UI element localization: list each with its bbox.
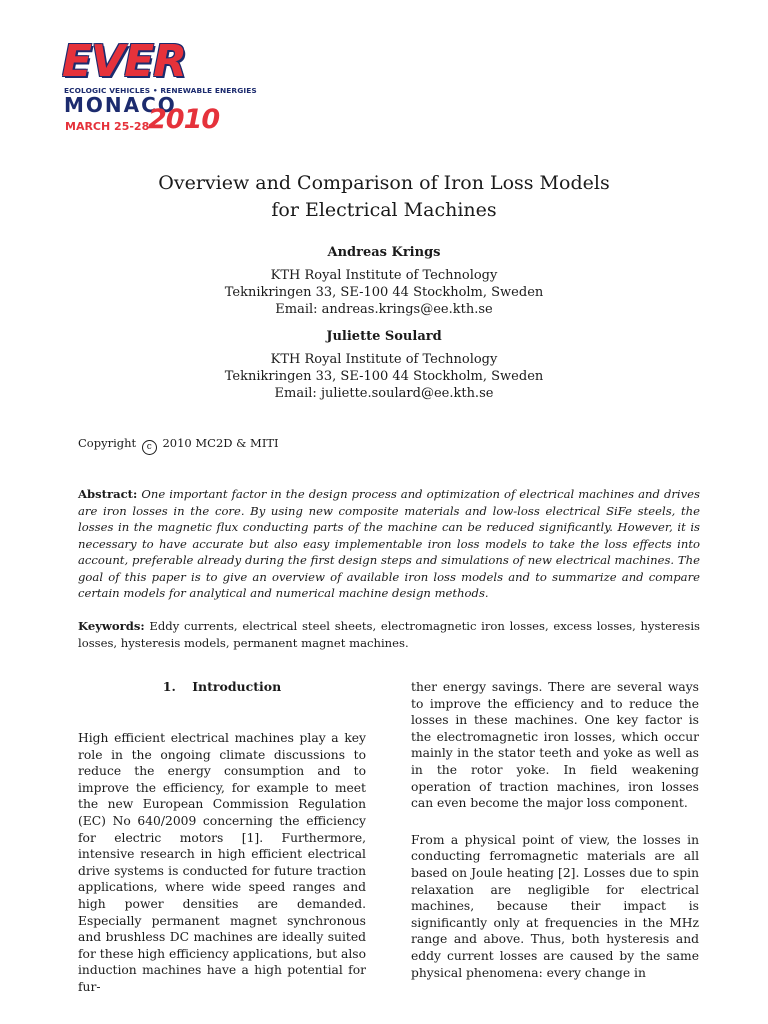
keywords — [78, 618, 700, 652]
copyright-prefix: Copyright — [78, 436, 137, 450]
author-address: Teknikringen 33, SE-100 44 Stockholm, Sweden — [224, 369, 544, 384]
copyright-text: 2010 MC2D & MITI — [162, 436, 279, 450]
logo-dates: MARCH 25-28 — [65, 120, 150, 133]
logo-tagline: ECOLOGIC VEHICLES • RENEWABLE ENERGIES — [64, 86, 257, 95]
copyright-notice — [78, 436, 279, 455]
title-line-1: Overview and Comparison of Iron Loss Models — [158, 172, 610, 194]
logo-year: 2010 — [148, 104, 220, 135]
paragraph-text: High efficient electrical machines play a key role in the ongoing climate discussions to reduce the energy consumption and to improve the efficiency, for example to meet the new European Commission Regulation (EC) No 640/2009 concerning the efficiency for electric motors — [78, 731, 366, 845]
keywords-text: Eddy currents, electrical steel sheets, electromagnetic iron losses, excess losses, hysteresis losses, hysteresis models, permanent magnet machines. — [78, 619, 701, 650]
paragraph — [78, 730, 366, 996]
right-column — [411, 679, 699, 981]
citation-link[interactable]: [1] — [241, 830, 260, 845]
section-title: Introduction — [192, 679, 282, 694]
title-line-2: for Electrical Machines — [271, 199, 497, 221]
paragraph-text: . Furthermore, intensive research in high efficient electrical drive systems is conducted for future traction applications, where wide speed ranges and high power densities are demanded. Especially permanent magnet synchronous and brushless DC machines are ideally suited for these high efficiency applications, but also induction machines have a high potential for fur- — [78, 830, 367, 994]
author-block-2 — [134, 328, 634, 402]
left-column — [78, 730, 366, 996]
copyright-icon: c — [142, 440, 157, 455]
paragraph — [411, 832, 699, 981]
abstract-label: Abstract: — [78, 487, 138, 501]
abstract — [78, 486, 700, 602]
author-address: Teknikringen 33, SE-100 44 Stockholm, Sweden — [224, 285, 544, 300]
author-name: Andreas Krings — [327, 245, 441, 260]
paragraph-text: From a physical point of view, the losses in conducting ferromagnetic materials are all based on Joule heating — [411, 832, 699, 880]
author-name: Juliette Soulard — [326, 329, 442, 344]
logo-city: MONACO — [64, 93, 177, 117]
section-heading — [78, 679, 366, 694]
author-institution: KTH Royal Institute of Technology — [270, 352, 498, 367]
conference-logo — [62, 36, 257, 136]
paper-title — [100, 170, 668, 224]
author-email[interactable]: Email: andreas.krings@ee.kth.se — [275, 302, 493, 317]
section-number: 1. — [162, 679, 176, 694]
keywords-label: Keywords: — [78, 619, 145, 633]
citation-link[interactable]: [2] — [558, 865, 576, 880]
paragraph: ther energy savings. There are several ways to improve the efficiency and to reduce the losses in these machines. One key factor is the electromagnetic iron losses, which occur mainly in the stator teeth and yoke as well as in the rotor yoke. In field weakening operation of traction machines, iron losses can even become the major loss component. — [411, 680, 699, 811]
abstract-text: One important factor in the design process and optimization of electrical machines and drives are iron losses in the core. By using new composite materials and low-loss electrical SiFe steels, the losses in the magnetic flux conducting parts of the machine can be reduced significantly. However, it is necessary to have accurate but also easy implementable iron loss models to take the loss effects into account, preferable already during the first design steps and simulations of new electrical machines. The goal of this paper is to give an overview of available iron loss models and to summarize and compare certain models for analytical and numerical machine design methods. — [78, 487, 700, 600]
author-block-1 — [134, 244, 634, 318]
author-institution: KTH Royal Institute of Technology — [270, 268, 498, 283]
author-email[interactable]: Email: juliette.soulard@ee.kth.se — [274, 386, 494, 401]
logo-wordmark: EVER — [62, 36, 187, 87]
paragraph-text: . Losses due to spin relaxation are negligible for electrical machines, because their impact is significantly only at frequencies in the MHz range and above. Thus, both hysteresis and eddy current losses are caused by the same physical phenomena: every change in — [411, 865, 699, 980]
